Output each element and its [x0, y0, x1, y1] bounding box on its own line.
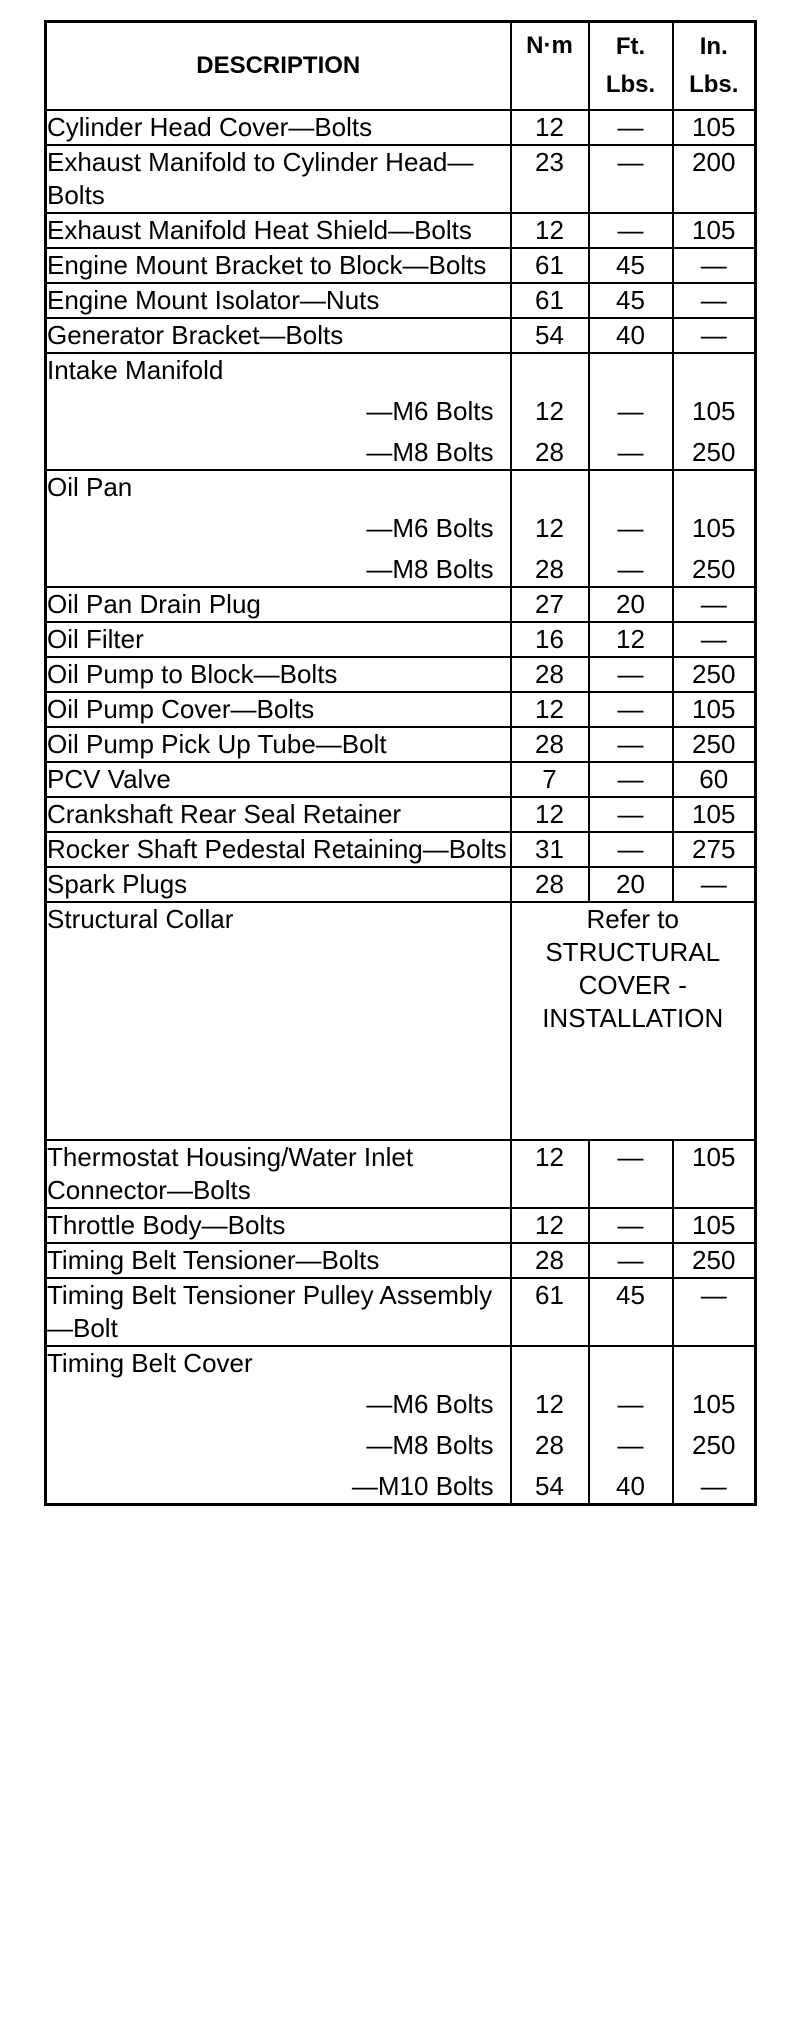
row-ft-value: — — [589, 1243, 673, 1278]
row-sub-description: —M6 Bolts — [46, 387, 511, 428]
row-in-value: 275 — [673, 832, 756, 867]
table-row — [46, 353, 756, 387]
row-ft-value: — — [589, 832, 673, 867]
row-ft-value: 12 — [589, 622, 673, 657]
row-in-value: — — [673, 587, 756, 622]
row-in-value: 105 — [673, 110, 756, 145]
row-ft-value: 45 — [589, 1278, 673, 1346]
row-nm-value: 61 — [511, 248, 589, 283]
row-nm-value: 61 — [511, 1278, 589, 1346]
row-nm-value: 28 — [511, 1421, 589, 1462]
row-nm-value: 27 — [511, 587, 589, 622]
row-description: Oil Pump to Block—Bolts — [46, 657, 511, 692]
row-ft-value — [589, 470, 673, 504]
row-in-value: — — [673, 867, 756, 902]
row-description: PCV Valve — [46, 762, 511, 797]
row-description: Oil Filter — [46, 622, 511, 657]
table-row — [46, 1421, 756, 1462]
row-ft-value: 40 — [589, 1462, 673, 1505]
header-ft-line1: Ft. — [615, 33, 646, 60]
row-description: Timing Belt Tensioner Pulley Assembly—Bolt — [46, 1278, 511, 1346]
row-ft-value: 45 — [589, 248, 673, 283]
row-description: Cylinder Head Cover—Bolts — [46, 110, 511, 145]
row-description: Crankshaft Rear Seal Retainer — [46, 797, 511, 832]
row-in-value: 60 — [673, 762, 756, 797]
row-nm-value: 23 — [511, 145, 589, 213]
row-ft-value: 45 — [589, 283, 673, 318]
row-in-value: 250 — [673, 657, 756, 692]
row-description: Oil Pan — [46, 470, 511, 504]
row-nm-value: 12 — [511, 387, 589, 428]
header-in-line1: In. — [699, 33, 728, 60]
row-description: Oil Pump Pick Up Tube—Bolt — [46, 727, 511, 762]
row-description: Structural Collar — [46, 902, 511, 1140]
row-in-value — [673, 353, 756, 387]
row-in-value: 250 — [673, 727, 756, 762]
row-nm-value — [511, 470, 589, 504]
table-row — [46, 832, 756, 867]
row-ft-value: — — [589, 387, 673, 428]
row-description: Throttle Body—Bolts — [46, 1208, 511, 1243]
row-ft-value: — — [589, 1140, 673, 1208]
table-row — [46, 504, 756, 545]
row-ft-value: — — [589, 692, 673, 727]
row-ft-value: — — [589, 213, 673, 248]
row-nm-value: 12 — [511, 692, 589, 727]
row-in-value: 250 — [673, 1243, 756, 1278]
row-nm-value: 28 — [511, 545, 589, 587]
table-row — [46, 283, 756, 318]
table-row — [46, 470, 756, 504]
row-nm-value: 12 — [511, 1208, 589, 1243]
row-description: Oil Pan Drain Plug — [46, 587, 511, 622]
header-ft-line2: Lbs. — [605, 71, 656, 98]
row-nm-value: 16 — [511, 622, 589, 657]
row-in-value: 200 — [673, 145, 756, 213]
row-nm-value: 28 — [511, 1243, 589, 1278]
header-in-line2: Lbs. — [689, 71, 739, 98]
row-description: Rocker Shaft Pedestal Retaining—Bolts — [46, 832, 511, 867]
header-in-lbs — [673, 22, 756, 111]
header-nm-label: N·m — [526, 32, 573, 59]
row-nm-value: 12 — [511, 1140, 589, 1208]
row-nm-value: 28 — [511, 428, 589, 470]
row-description: Engine Mount Bracket to Block—Bolts — [46, 248, 511, 283]
row-description: Exhaust Manifold to Cylinder Head—Bolts — [46, 145, 511, 213]
table-row — [46, 387, 756, 428]
row-in-value: 105 — [673, 387, 756, 428]
table-body — [46, 110, 756, 1505]
row-description: Thermostat Housing/Water Inlet Connector—Bolts — [46, 1140, 511, 1208]
table-row — [46, 1462, 756, 1505]
table-row — [46, 867, 756, 902]
row-nm-value: 12 — [511, 797, 589, 832]
table-row — [46, 545, 756, 587]
row-nm-value: 54 — [511, 1462, 589, 1505]
row-ft-value — [589, 353, 673, 387]
row-note: Refer to STRUCTURAL COVER - INSTALLATION — [511, 902, 756, 1140]
row-ft-value: 20 — [589, 867, 673, 902]
torque-spec-table — [44, 20, 757, 1506]
row-in-value: — — [673, 1278, 756, 1346]
table-row — [46, 110, 756, 145]
row-description: Exhaust Manifold Heat Shield—Bolts — [46, 213, 511, 248]
row-ft-value: — — [589, 797, 673, 832]
header-description: DESCRIPTION — [46, 22, 511, 111]
row-ft-value: — — [589, 762, 673, 797]
table-row — [46, 1346, 756, 1380]
row-in-value: 105 — [673, 797, 756, 832]
row-description: Timing Belt Tensioner—Bolts — [46, 1243, 511, 1278]
row-in-value: 250 — [673, 545, 756, 587]
row-in-value: — — [673, 318, 756, 353]
row-in-value: — — [673, 1462, 756, 1505]
row-in-value: 105 — [673, 1208, 756, 1243]
row-sub-description: —M8 Bolts — [46, 1421, 511, 1462]
row-in-value: 105 — [673, 1380, 756, 1421]
row-ft-value: 20 — [589, 587, 673, 622]
row-nm-value: 28 — [511, 867, 589, 902]
row-sub-description: —M6 Bolts — [46, 504, 511, 545]
row-nm-value: 12 — [511, 504, 589, 545]
row-in-value: — — [673, 622, 756, 657]
row-sub-description: —M8 Bolts — [46, 545, 511, 587]
row-description: Generator Bracket—Bolts — [46, 318, 511, 353]
table-row — [46, 428, 756, 470]
row-in-value: 250 — [673, 428, 756, 470]
row-description: Timing Belt Cover — [46, 1346, 511, 1380]
row-sub-description: —M8 Bolts — [46, 428, 511, 470]
row-in-value: — — [673, 283, 756, 318]
row-in-value: 105 — [673, 504, 756, 545]
table-row — [46, 1208, 756, 1243]
row-ft-value — [589, 1346, 673, 1380]
row-in-value: 105 — [673, 692, 756, 727]
row-ft-value: — — [589, 545, 673, 587]
row-nm-value: 28 — [511, 657, 589, 692]
table-row — [46, 657, 756, 692]
table-header-row — [46, 22, 756, 111]
row-nm-value: 28 — [511, 727, 589, 762]
table-row — [46, 213, 756, 248]
table-row — [46, 318, 756, 353]
row-in-value: 250 — [673, 1421, 756, 1462]
row-ft-value: — — [589, 1208, 673, 1243]
row-description: Intake Manifold — [46, 353, 511, 387]
row-in-value: 105 — [673, 213, 756, 248]
table-row — [46, 622, 756, 657]
row-ft-value: — — [589, 1421, 673, 1462]
row-nm-value — [511, 1346, 589, 1380]
header-ft-lbs — [589, 22, 673, 111]
row-nm-value: 7 — [511, 762, 589, 797]
row-nm-value: 12 — [511, 213, 589, 248]
table-row — [46, 1380, 756, 1421]
table-row — [46, 762, 756, 797]
table-row — [46, 1140, 756, 1208]
table-row — [46, 145, 756, 213]
row-ft-value: — — [589, 1380, 673, 1421]
row-in-value: — — [673, 248, 756, 283]
row-ft-value: — — [589, 145, 673, 213]
row-in-value — [673, 1346, 756, 1380]
table-row — [46, 902, 756, 1140]
row-in-value — [673, 470, 756, 504]
table-row — [46, 248, 756, 283]
row-nm-value — [511, 353, 589, 387]
row-ft-value: — — [589, 110, 673, 145]
row-description: Engine Mount Isolator—Nuts — [46, 283, 511, 318]
row-nm-value: 12 — [511, 1380, 589, 1421]
header-nm — [511, 22, 589, 111]
table-row — [46, 1243, 756, 1278]
row-description: Oil Pump Cover—Bolts — [46, 692, 511, 727]
row-in-value: 105 — [673, 1140, 756, 1208]
row-ft-value: 40 — [589, 318, 673, 353]
table-row — [46, 692, 756, 727]
row-ft-value: — — [589, 428, 673, 470]
table-row — [46, 1278, 756, 1346]
row-nm-value: 54 — [511, 318, 589, 353]
row-nm-value: 31 — [511, 832, 589, 867]
table-row — [46, 797, 756, 832]
row-sub-description: —M10 Bolts — [46, 1462, 511, 1505]
row-ft-value: — — [589, 727, 673, 762]
table-row — [46, 587, 756, 622]
row-description: Spark Plugs — [46, 867, 511, 902]
row-nm-value: 61 — [511, 283, 589, 318]
row-nm-value: 12 — [511, 110, 589, 145]
row-ft-value: — — [589, 504, 673, 545]
row-sub-description: —M6 Bolts — [46, 1380, 511, 1421]
table-row — [46, 727, 756, 762]
row-ft-value: — — [589, 657, 673, 692]
